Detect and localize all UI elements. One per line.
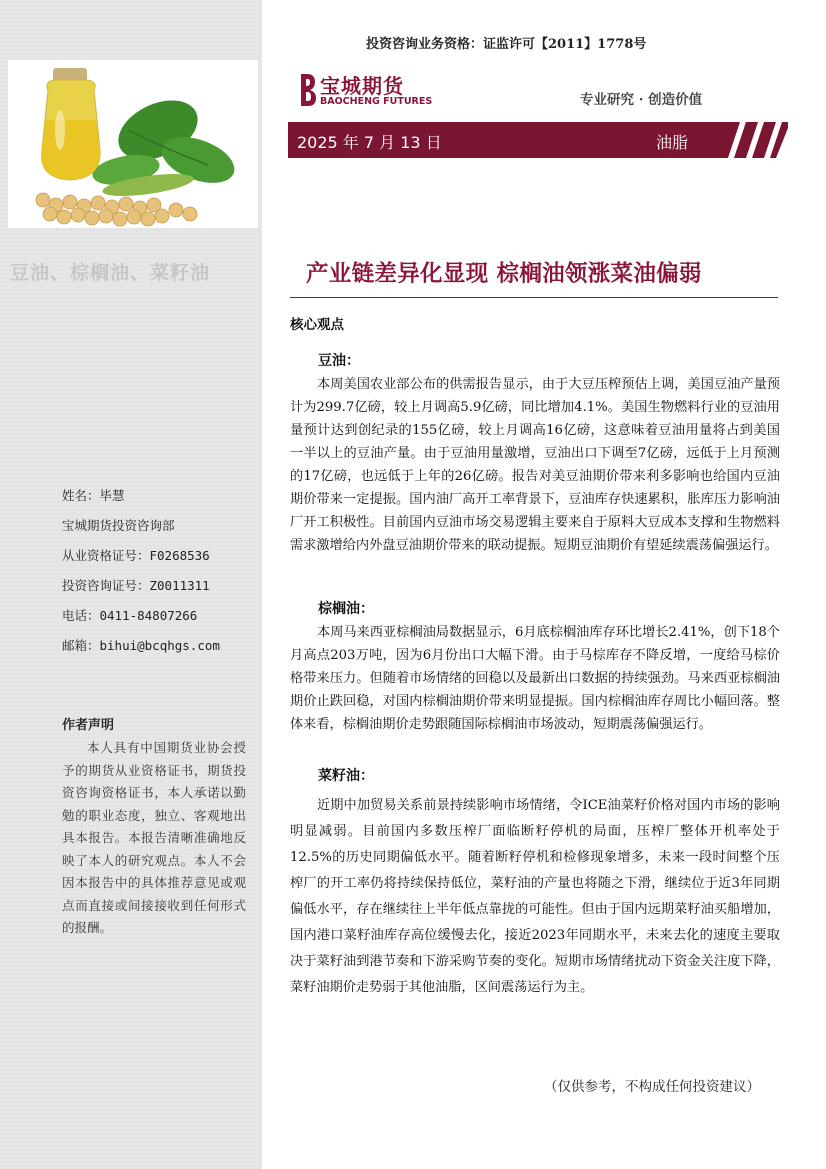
report-category: 油脂 (656, 133, 689, 152)
core-view-label: 核心观点 (290, 317, 344, 333)
company-logo (298, 68, 438, 112)
phone-number: 电话：0411-84807266 (62, 608, 198, 623)
logo-english-name: BAOCHENG FUTURES (320, 96, 433, 107)
soybean-oil-image (8, 60, 258, 228)
product-list-title: 豆油、棕榈油、菜籽油 (10, 262, 211, 284)
report-date: 2025 年 7 月 13 日 (297, 133, 442, 152)
sidebar (0, 0, 262, 1169)
rapeseed-oil-heading: 菜籽油： (318, 768, 374, 784)
author-statement-text: 本人具有中国期货业协会授予的期货从业资格证书，期货投资咨询资格证书，本人承诺以勤勉的职业态度，独立、客观地出具本报告。本报告清晰准确地反映了本人的研究观点。本人不会因本报告中的具体推荐意见或观点而直接或间接接收到任何形式的报酬。 (62, 740, 246, 935)
palm-oil-heading: 棕榈油： (318, 601, 374, 617)
rapeseed-oil-paragraph: 近期中加贸易关系前景持续影响市场情绪，令ICE油菜籽价格对国内市场的影响明显减弱。目前国内多数压榨厂面临断籽停机的局面，压榨厂整体开机率处于12.5%的历史同期偏低水平。随着断籽停机和检修现象增多，未来一段时间整个压榨厂的开工率仍将持续保持低位，菜籽油的产量也将随之下滑，继续位于近3年同期偏低水平，存在继续往上半年低点靠拢的可能性。但由于国内远期菜籽油买船增加，国内港口菜籽油库存高位缓慢去化，接近2023年同期水平，未来去化的速度主要取决于菜籽油到港节奏和下游采购节奏的变化。短期市场情绪扰动下资金关注度下降，菜籽油期价走势弱于其他油脂，区间震荡运行为主。 (290, 798, 780, 995)
qualification-number: 从业资格证号：F0268536 (62, 548, 210, 563)
license-statement: 投资咨询业务资格：证监许可【2011】1778号 (366, 37, 647, 52)
investment-disclaimer-note: （仅供参考，不构成任何投资建议） (544, 1079, 760, 1095)
soybean-oil-paragraph: 本周美国农业部公布的供需报告显示，由于大豆压榨预估上调，美国豆油产量预计为299.7亿磅，较上月调高5.9亿磅，同比增加4.1%。美国生物燃料行业的豆油用量预计达到创纪录的155亿磅，较上月调高16亿磅，这意味着豆油用量将占到美国一半以上的豆油产量。由于豆油用量激增，豆油出口下调至7亿磅，远低于上月预测的17亿磅，也远低于上年的26亿磅。报告对美豆油期价带来利多影响也给国内豆油期价带来一定提振。国内油厂高开工率背景下，豆油库存快速累积，胀库压力影响油厂开工积极性。目前国内豆油市场交易逻辑主要来自于原料大豆成本支撑和生物燃料需求激增给内外盘豆油期价带来的联动提振。短期豆油期价有望延续震荡偏强运行。 (290, 377, 780, 553)
soybean-oil-illustration (8, 60, 258, 228)
logo-mark-icon (298, 72, 318, 108)
report-title: 产业链差异化显现 棕榈油领涨菜油偏弱 (306, 261, 702, 287)
author-statement-title: 作者声明 (62, 718, 115, 733)
soybean-oil-heading: 豆油： (318, 353, 360, 369)
email-address[interactable]: 邮箱：bihui@bcqhgs.com (62, 638, 220, 653)
author-contact (62, 488, 252, 668)
title-divider (290, 297, 778, 298)
author-department: 宝城期货投资咨询部 (62, 518, 175, 533)
company-slogan: 专业研究 · 创造价值 (580, 92, 703, 108)
author-name: 姓名：毕慧 (62, 488, 125, 503)
palm-oil-paragraph: 本周马来西亚棕榈油局数据显示，6月底棕榈油库存环比增长2.41%，创下18个月高点203万吨，因为6月份出口大幅下滑。由于马棕库存不降反增，一度给马棕价格带来压力。但随着市场情绪的回稳以及最新出口数据的持续强劲。马来西亚棕榈油期价止跌回稳，对国内棕榈油期价带来明显提振。国内棕榈油库存周比小幅回落。整体来看，棕榈油期价走势跟随国际棕榈油市场波动，短期震荡偏强运行。 (290, 625, 780, 732)
advisory-number: 投资咨询证号：Z0011311 (62, 578, 210, 593)
logo-chinese-name: 宝城期货 (320, 74, 404, 98)
